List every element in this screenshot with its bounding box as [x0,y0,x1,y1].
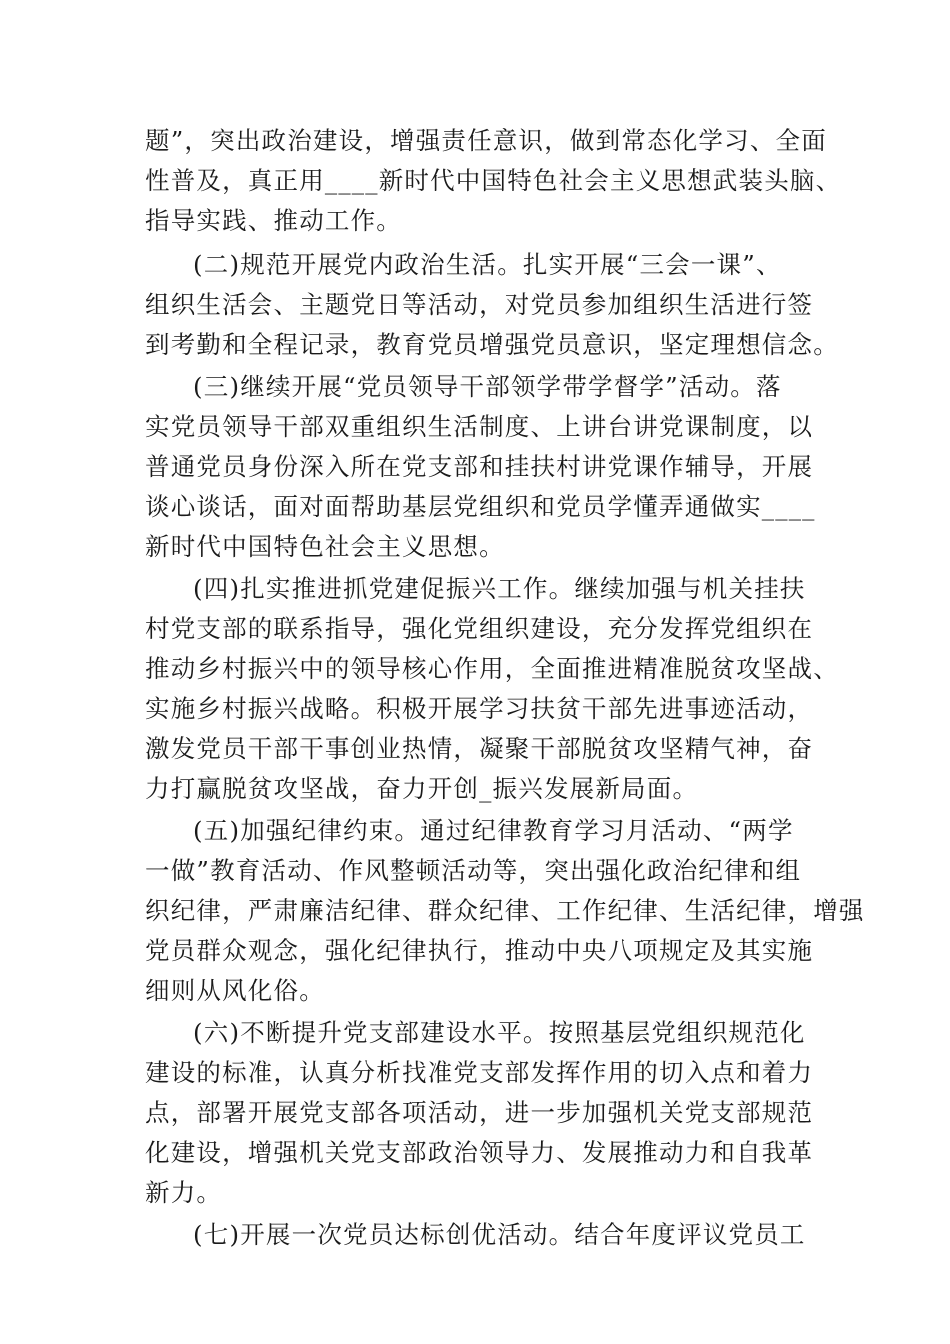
text-line: 建设的标准，认真分析找准党支部发挥作用的切入点和着力 [145,1058,814,1087]
text-line: 实党员领导干部双重组织生活制度、上讲台讲党课制度，以 [145,412,814,441]
text-line: 细则从风化俗。 [145,976,325,1005]
paragraph-heading: (六)不断提升党支部建设水平。按照基层党组织规范化 [193,1018,806,1047]
paragraph-heading: (四)扎实推进抓党建促振兴工作。继续加强与机关挂扶 [193,574,806,603]
text-line: 化建设，增强机关党支部政治领导力、发展推动力和自我革 [145,1138,814,1167]
text-line: 实施乡村振兴战略。积极开展学习扶贫干部先进事迹活动， [145,694,814,723]
paragraph-heading: (五)加强纪律约束。通过纪律教育学习月活动、“两学 [193,816,794,845]
text-line: 点，部署开展党支部各项活动，进一步加强机关党支部规范 [145,1098,814,1127]
paragraph-heading: (二)规范开展党内政治生活。扎实开展“三会一课”、 [193,250,782,279]
text-line: 到考勤和全程记录，教育党员增强党员意识，坚定理想信念。 [145,330,839,359]
paragraph-heading: (七)开展一次党员达标创优活动。结合年度评议党员工 [193,1220,806,1249]
text-line: 村党支部的联系指导，强化党组织建设，充分发挥党组织在 [145,614,814,643]
text-line: 指导实践、推动工作。 [145,206,402,235]
text-line: 激发党员干部干事创业热情，凝聚干部脱贫攻坚精气神，奋 [145,734,814,763]
paragraph-heading: (三)继续开展“党员领导干部领学带学督学”活动。落 [193,372,782,401]
text-line: 一做”教育活动、作风整顿活动等，突出强化政治纪律和组 [145,856,802,885]
text-line: 普通党员身份深入所在党支部和挂扶村讲党课作辅导，开展 [145,452,814,481]
text-line: 新力。 [145,1178,223,1207]
text-line: 力打赢脱贫攻坚战，奋力开创_振兴发展新局面。 [145,774,699,803]
text-line: 推动乡村振兴中的领导核心作用，全面推进精准脱贫攻坚战、 [145,654,839,683]
text-line: 织纪律，严肃廉洁纪律、群众纪律、工作纪律、生活纪律，增强 [145,896,865,925]
text-line: 组织生活会、主题党日等活动，对党员参加组织生活进行签 [145,290,814,319]
text-line: 新时代中国特色社会主义思想。 [145,532,505,561]
text-line: 谈心谈话，面对面帮助基层党组织和党员学懂弄通做实____ [145,492,816,521]
text-line: 题”，突出政治建设，增强责任意识，做到常态化学习、全面 [145,126,827,155]
text-line: 党员群众观念，强化纪律执行，推动中央八项规定及其实施 [145,936,814,965]
text-line: 性普及，真正用____新时代中国特色社会主义思想武装头脑、 [145,166,842,195]
